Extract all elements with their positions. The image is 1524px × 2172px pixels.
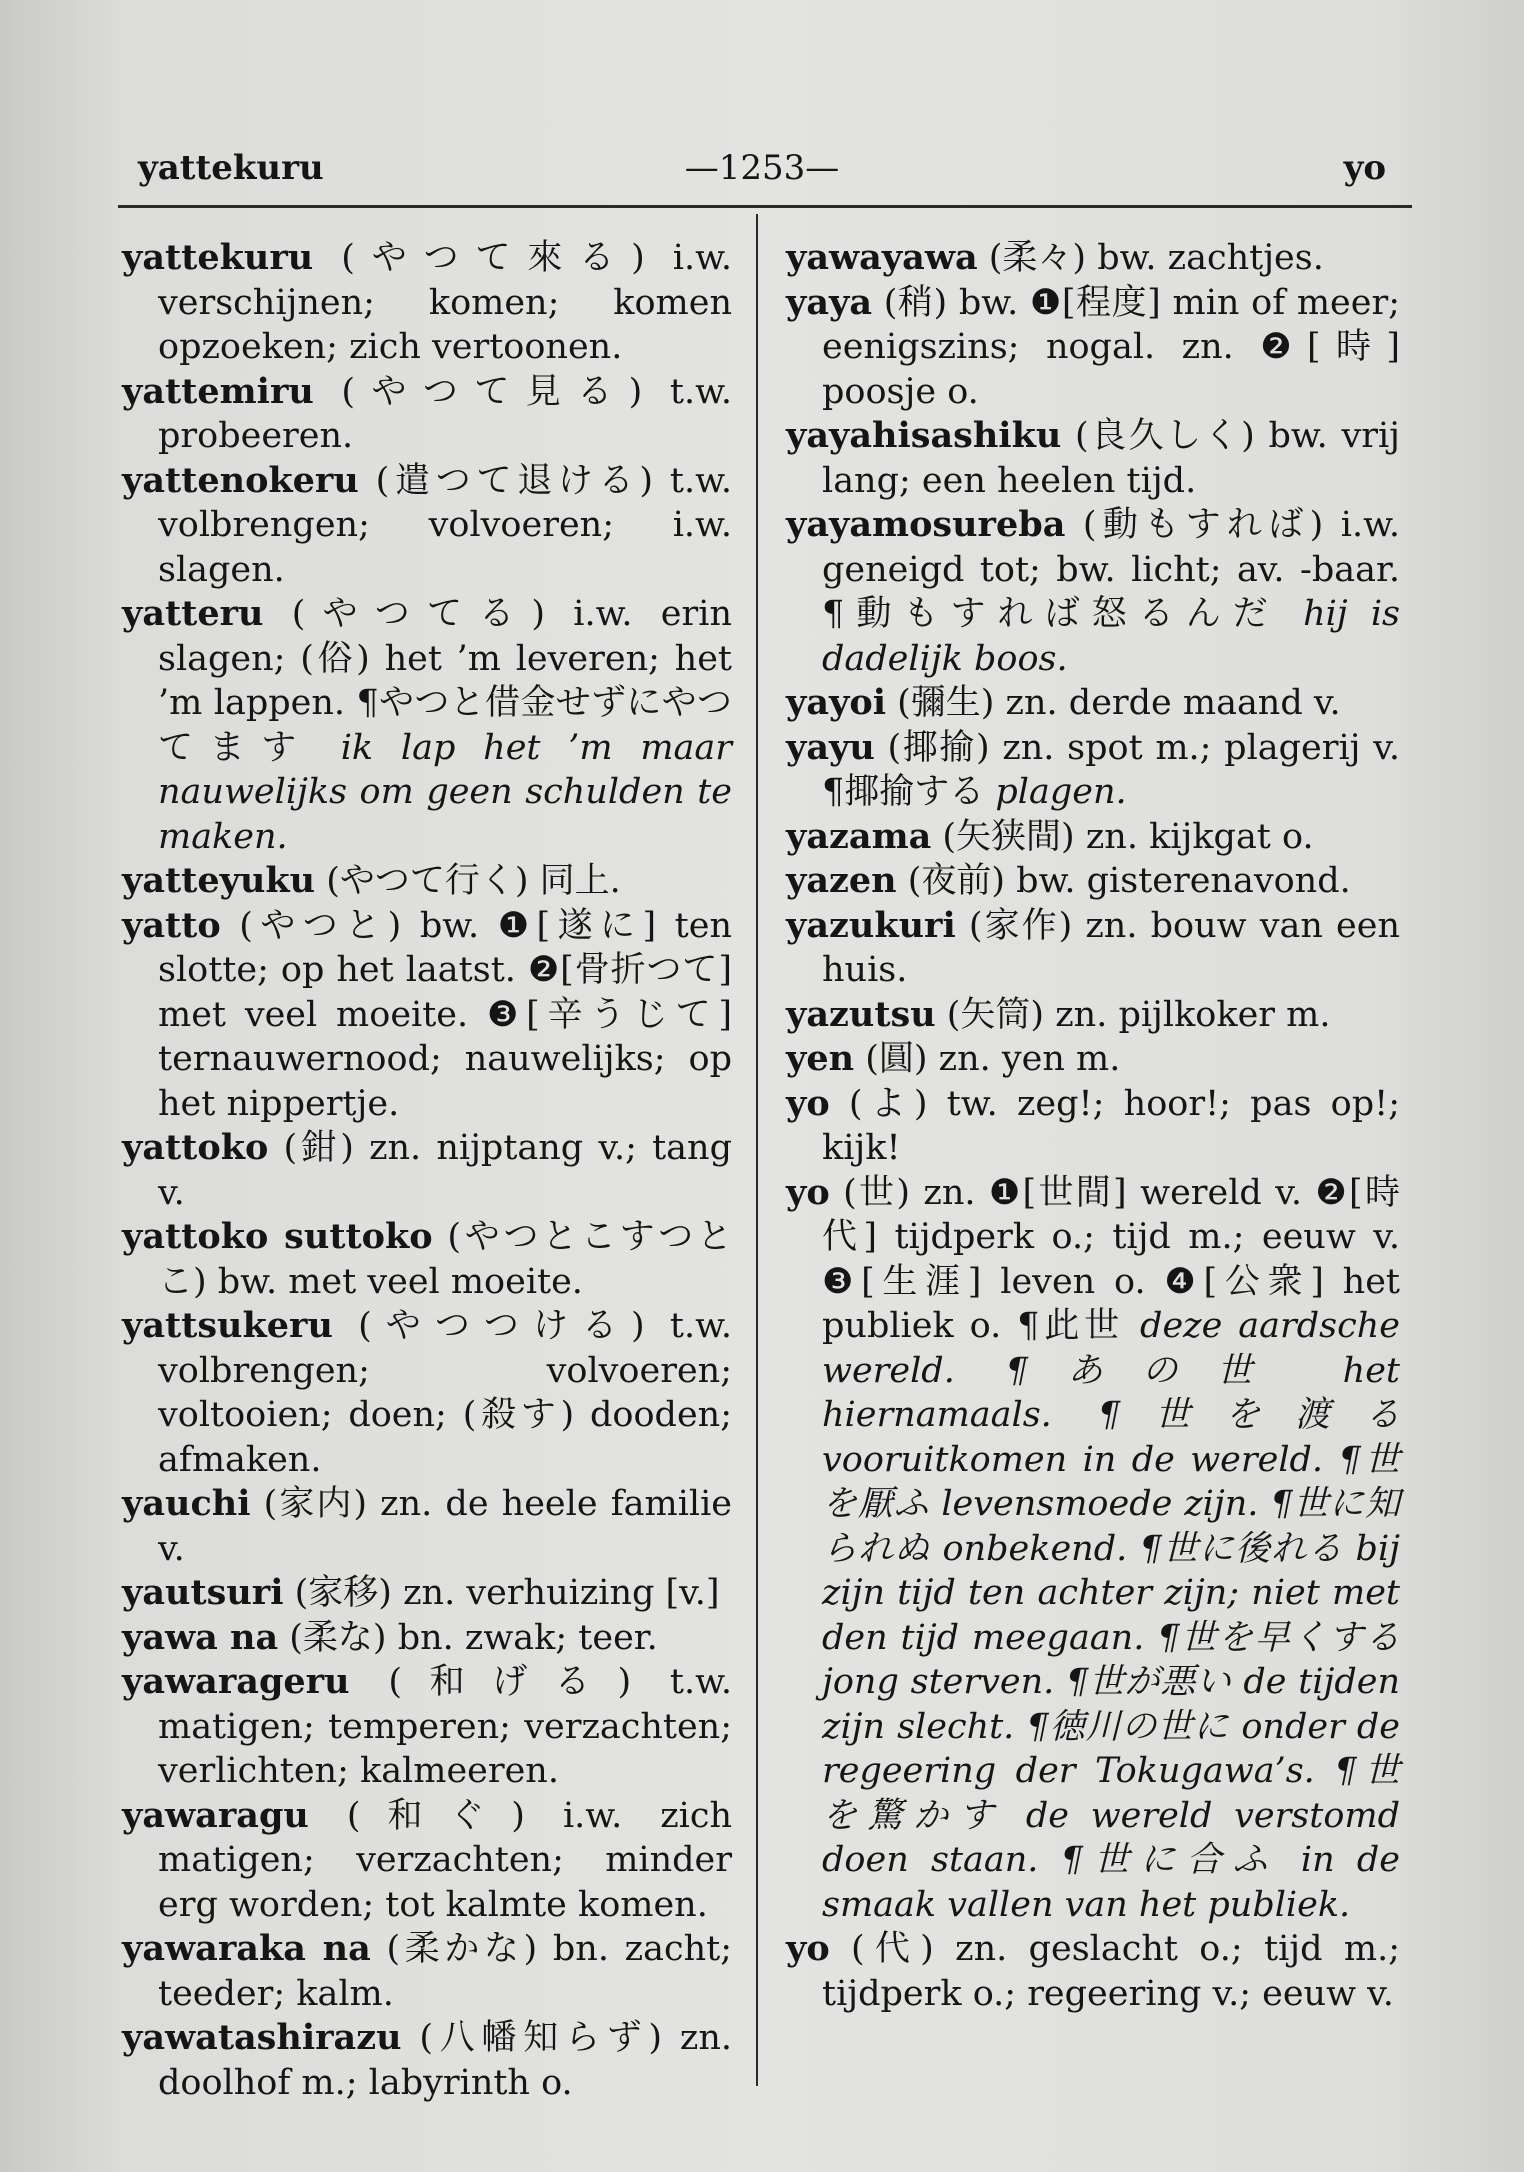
entry [122, 1616, 732, 1661]
definition: (彌生) zn. derde maand v. [886, 683, 1341, 723]
headword: yen [786, 1038, 855, 1079]
entry [786, 1037, 1400, 1082]
headword: yatteru [122, 593, 264, 634]
definition: (やつて行く) 同上. [315, 861, 621, 901]
definition: (やつつける) t.w. volbrengen; volvoeren; voltooien; doen; (殺す) dooden; afmaken. [158, 1306, 732, 1480]
page-number: —1253— [684, 148, 840, 188]
definition: (和げる) t.w. matigen; temperen; verzachten; verlichten; kalmeeren. [158, 1662, 732, 1791]
headword: yazama [786, 815, 932, 857]
header-rule [118, 205, 1412, 208]
entry [122, 1482, 732, 1571]
definition: (家内) zn. de heele familie v. [158, 1484, 732, 1569]
entry [786, 281, 1400, 415]
definition: (やつて見る) t.w. probeeren. [158, 371, 732, 456]
definition: (良久しく) bw. vrij lang; een heelen tijd. [822, 416, 1400, 501]
headword: yayahisashiku [786, 415, 1062, 456]
entry [122, 370, 732, 459]
definition: (家作) zn. bouw van een huis. [822, 905, 1400, 990]
definition: (代) zn. geslacht o.; tijd m.; tijdperk o.; regeering v.; eeuw v. [822, 1929, 1400, 2014]
headword: yayoi [786, 682, 886, 723]
definition: (夜前) bw. gisterenavond. [896, 861, 1351, 901]
entry [786, 1082, 1400, 1171]
headword: yo [786, 1171, 830, 1213]
definition: (圓) zn. yen m. [854, 1039, 1121, 1079]
entry [786, 993, 1400, 1038]
column-divider [756, 214, 758, 2086]
headword: yawaraka na [122, 1928, 371, 1969]
definition: (柔々) bw. zachtjes. [977, 238, 1324, 278]
entry [122, 1304, 732, 1482]
headword: yawatashirazu [122, 2017, 402, 2058]
example-translation: ik lap het ’m maar nauwelijks om geen schulden te maken. [158, 727, 732, 857]
header-guide-word-left: yattekuru [138, 148, 324, 188]
entry [122, 592, 732, 859]
entry [786, 681, 1400, 726]
header-guide-word-right: yo [1343, 148, 1386, 188]
entry [122, 236, 732, 370]
entry [786, 1171, 1400, 1928]
entry [786, 1927, 1400, 2016]
headword: yo [786, 1082, 830, 1124]
definition: (世) zn. ❶[世間] wereld v. ❷[時代] tijdperk o.; tijd m.; eeuw v. ❸[生涯] leven o. ❹[公衆] het publiek o. ¶此世 [822, 1172, 1400, 1346]
headword: yattoko suttoko [122, 1216, 433, 1257]
entry [786, 815, 1400, 860]
definition: (揶揄) zn. spot m.; plagerij v. ¶揶揄する [822, 727, 1400, 812]
definition: (八幡知らず) zn. doolhof m.; labyrinth o. [158, 2018, 732, 2103]
headword: yattoko [122, 1127, 269, 1168]
right-column [786, 236, 1400, 2016]
headword: yattsukeru [122, 1305, 333, 1346]
definition: (矢狭間) zn. kijkgat o. [931, 816, 1314, 857]
headword: yawaragu [122, 1794, 309, 1836]
example-translation: hij is dadelijk boos. [822, 594, 1400, 679]
example-translation: plagen. [995, 772, 1127, 812]
headword: yayu [786, 726, 875, 768]
entry [122, 1660, 732, 1794]
entry [786, 859, 1400, 904]
entry [122, 904, 732, 1127]
definition: (矢筒) zn. pijlkoker m. [935, 994, 1331, 1035]
headword: yazutsu [786, 993, 936, 1035]
headword: yattenokeru [122, 459, 359, 501]
definition: (和ぐ) i.w. zich matigen; verzachten; minder erg worden; tot kalmte komen. [158, 1795, 732, 1925]
headword: yazen [786, 860, 897, 901]
example-translation: deze aardsche wereld. ¶あの世 het hiernamaals. ¶世を渡る vooruitkomen in de wereld. ¶世を厭ふ levensmoede zijn. ¶世に知られぬ onbekend. ¶世に後れる bij zijn tijd ten achter zijn; niet met den tijd meegaan. ¶世を早くする jong sterven. ¶世が悪い de tijden zijn slecht. ¶徳川の世に onder de regeering der Tokugawa’s. ¶世を驚かす de wereld verstomd doen staan. ¶世に合ふ in de smaak vallen van het publiek. [822, 1306, 1400, 1925]
definition: (柔かな) bn. zacht; teeder; kalm. [158, 1929, 732, 2014]
headword: yauchi [122, 1483, 251, 1524]
definition: (やつと) bw. ❶[遂に] ten slotte; op het laatst. ❷[骨折つて] met veel moeite. ❸[辛うじて] ternauwernood; nauwelijks; op het nippertje. [158, 905, 732, 1124]
entry [786, 726, 1400, 815]
entry [786, 414, 1400, 503]
definition: (鉗) zn. nijptang v.; tang v. [158, 1128, 732, 1213]
definition: (やつてる) i.w. erin slagen; (俗) het ’m leveren; het ’m lappen. ¶やつと借金せずにやつてます [158, 594, 732, 768]
definition: (家移) zn. verhuizing [v.] [283, 1573, 720, 1613]
entry [122, 1927, 732, 2016]
entry [786, 236, 1400, 281]
headword: yo [786, 1928, 830, 1969]
headword: yayamosureba [786, 504, 1066, 545]
entry [122, 1215, 732, 1304]
entry [122, 1794, 732, 1928]
headword: yawayawa [786, 237, 978, 278]
headword: yattemiru [122, 370, 314, 412]
definition: (やつとこすつとこ) bw. met veel moeite. [158, 1217, 733, 1302]
entry [122, 1126, 732, 1215]
page-header [138, 148, 1386, 198]
entry [122, 459, 732, 593]
definition: (やつて來る) i.w. verschijnen; komen; komen opzoeken; zich vertoonen. [158, 238, 732, 367]
definition: (動もすれば) i.w. geneigd tot; bw. licht; av. -baar. ¶動もすれば怒るんだ [822, 505, 1400, 634]
headword: yaya [786, 281, 873, 323]
entry [786, 503, 1400, 681]
definition: (柔な) bn. zwak; teer. [278, 1617, 658, 1658]
definition: (遣つて退ける) t.w. volbrengen; volvoeren; i.w. slagen. [158, 460, 732, 590]
entry [122, 2016, 732, 2105]
headword: yattekuru [122, 237, 314, 278]
left-column [122, 236, 732, 2105]
headword: yawarageru [122, 1661, 350, 1702]
entry [122, 859, 732, 904]
entry [786, 904, 1400, 993]
headword: yatto [122, 904, 221, 946]
definition: (よ) tw. zeg!; hoor!; pas op!; kijk! [822, 1083, 1400, 1168]
entry [122, 1571, 732, 1616]
headword: yawa na [122, 1616, 279, 1658]
definition: (稍) bw. ❶[程度] min of meer; eenigszins; nogal. zn. ❷[時] poosje o. [822, 282, 1400, 412]
headword: yazukuri [786, 904, 956, 946]
headword: yautsuri [122, 1572, 284, 1613]
headword: yatteyuku [122, 860, 316, 901]
